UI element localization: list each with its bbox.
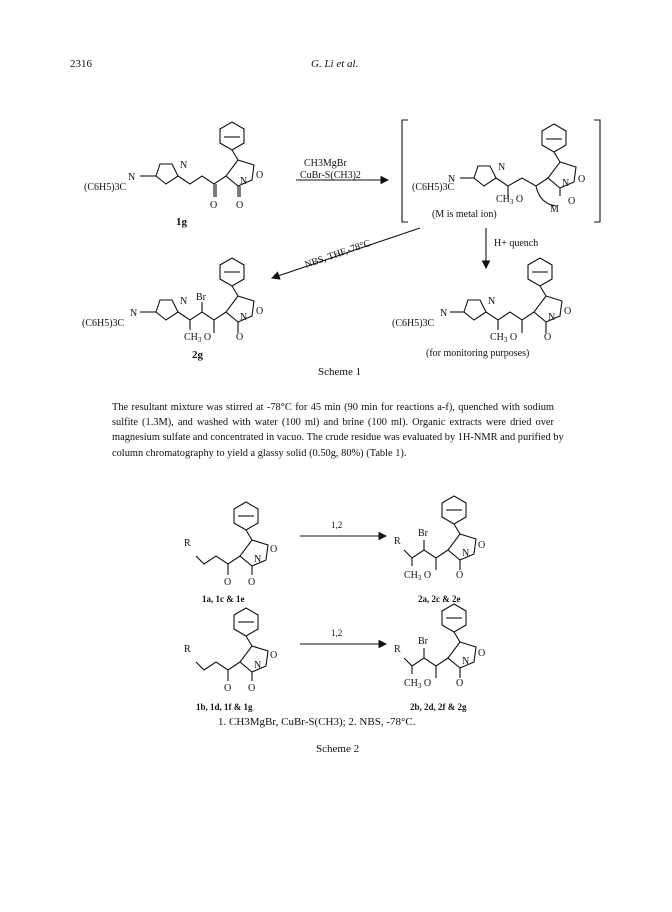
svg-text:R: R: [184, 538, 191, 549]
svg-text:Br: Br: [418, 636, 428, 647]
scheme2-conditions: 1. CH3MgBr, CuBr-S(CH3); 2. NBS, -78°C.: [218, 716, 416, 728]
trityl-label-2g: (C6H5)3C: [82, 318, 125, 329]
trityl-label-monitor: (C6H5)3C: [392, 318, 435, 329]
svg-text:O: O: [224, 683, 232, 694]
trityl-label-1g: (C6H5)3C: [84, 182, 127, 193]
svg-text:N: N: [448, 174, 456, 185]
svg-text:R: R: [184, 644, 191, 655]
svg-text:N: N: [462, 656, 470, 667]
svg-text:CH3 O: $CH_3$ O: [184, 332, 212, 344]
svg-text:R: R: [394, 644, 401, 655]
nbs-reagent: NBS, THF,-78°C: [303, 238, 373, 271]
svg-text:N: N: [180, 160, 188, 171]
paragraph-line: column chromatography to yield a glassy solid (0.50g, 80%) (Table 1).: [112, 447, 407, 459]
svg-text:O: O: [478, 648, 486, 659]
svg-text:O: O: [478, 540, 486, 551]
svg-text:N: N: [254, 660, 262, 671]
svg-text:O: O: [236, 200, 244, 211]
svg-text:O: O: [248, 577, 256, 588]
svg-text:O: O: [544, 332, 552, 343]
metal-ion-note: (M is metal ion): [432, 209, 497, 220]
trityl-label-intermediate: (C6H5)3C: [412, 182, 455, 193]
svg-text:N: N: [180, 296, 188, 307]
reagent-ch3mgbr: CH3MgBr: [304, 158, 347, 169]
scheme1-caption: Scheme 1: [318, 366, 362, 378]
svg-text:CH3 O: $CH_3$ O: [404, 678, 432, 690]
svg-text:O: O: [456, 678, 464, 689]
reagent-cubr: CuBr-S(CH3)2: [300, 170, 361, 181]
quench-label: H+ quench: [494, 238, 539, 249]
label-row2-left: 1b, 1d, 1f & 1g: [196, 702, 253, 712]
page-number: 2316: [70, 58, 92, 70]
svg-text:O: O: [456, 570, 464, 581]
svg-text:Br: Br: [418, 528, 428, 539]
svg-text:O: O: [210, 200, 218, 211]
label-row1-left: 1a, 1c & 1e: [202, 594, 245, 604]
svg-text:N: N: [254, 554, 262, 565]
svg-text:O: O: [256, 170, 264, 181]
svg-text:CH3 O: $CH_3$ O: [404, 570, 432, 582]
label-2g: 2g: [192, 349, 203, 361]
svg-text:N: N: [128, 172, 136, 183]
label-row1-right: 2a, 2c & 2e: [418, 594, 461, 604]
svg-text:R: R: [394, 536, 401, 547]
svg-text:M: M: [550, 204, 559, 215]
svg-text:N: N: [240, 176, 248, 187]
svg-text:N: N: [440, 308, 448, 319]
svg-text:N: N: [488, 296, 496, 307]
paragraph-line: sulfite (1.3M), and washed with water (100 ml) and brine (100 ml). Organic extracts were dried over: [112, 417, 554, 429]
structure-monitoring-product: [450, 258, 562, 333]
svg-text:O: O: [236, 332, 244, 343]
running-head: G. Li et al.: [311, 58, 359, 70]
paragraph-line: The resultant mixture was stirred at -78°C for 45 min (90 min for reactions a-f), quenched with sodium: [112, 402, 554, 413]
svg-text:N: N: [130, 308, 138, 319]
svg-text:O: O: [270, 650, 278, 661]
label-row2-right: 2b, 2d, 2f & 2g: [410, 702, 467, 712]
svg-text:CH3 O: $CH_3$ O: [496, 194, 524, 206]
paragraph-line: magnesium sulfate and concentrated in vacuo. The crude residue was evaluated by 1H-NMR and purified by: [112, 432, 564, 444]
label-1g: 1g: [176, 216, 187, 228]
svg-text:Br: Br: [196, 292, 206, 303]
svg-text:O: O: [256, 306, 264, 317]
svg-text:O: O: [568, 196, 576, 207]
svg-text:O: O: [578, 174, 586, 185]
svg-text:O: O: [564, 306, 572, 317]
scheme2-caption: Scheme 2: [316, 743, 360, 755]
svg-text:N: N: [498, 162, 506, 173]
arrow-label-1: 1,2: [331, 520, 343, 530]
monitoring-note: (for monitoring purposes): [426, 348, 530, 359]
structure-1g: [140, 122, 254, 197]
arrow-label-2: 1,2: [331, 628, 343, 638]
svg-text:N: N: [562, 178, 570, 189]
svg-text:N: N: [548, 312, 556, 323]
svg-text:N: N: [240, 312, 248, 323]
svg-text:CH3 O: $CH_3$ O: [490, 332, 518, 344]
svg-text:O: O: [224, 577, 232, 588]
svg-text:O: O: [270, 544, 278, 555]
body-paragraph: [112, 400, 564, 461]
svg-text:O: O: [248, 683, 256, 694]
svg-text:N: N: [462, 548, 470, 559]
